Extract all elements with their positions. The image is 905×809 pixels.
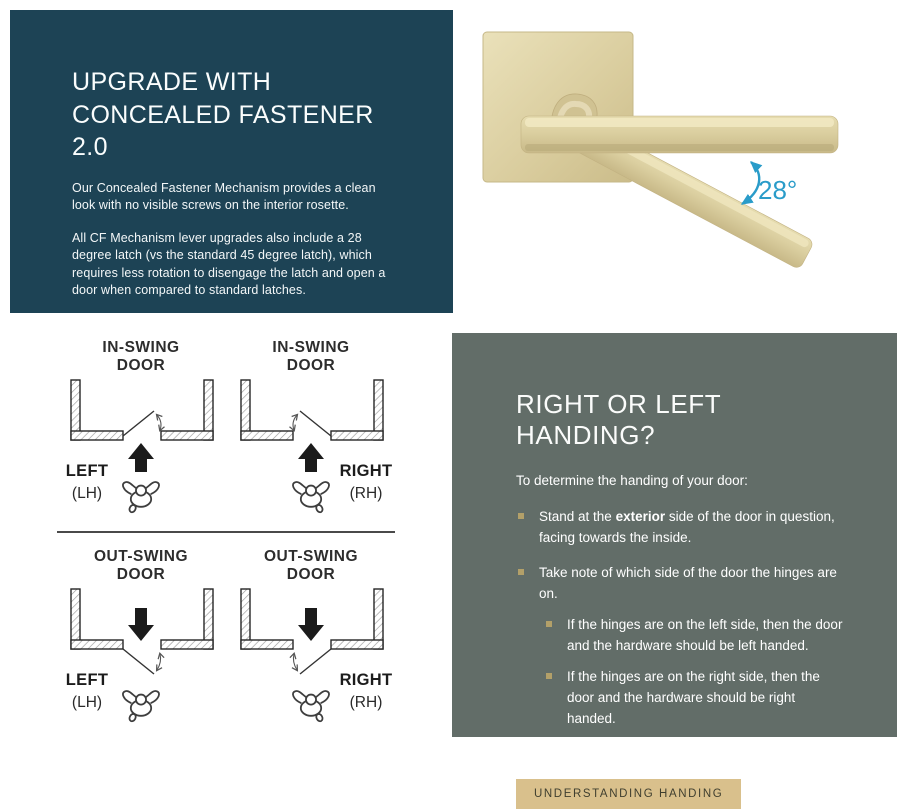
- handing-label: RIGHT: [339, 671, 393, 689]
- sub-bullet-item-right-hinges: [544, 667, 847, 730]
- door-leaf-line: [300, 411, 331, 436]
- handing-label: LEFT: [65, 462, 109, 480]
- in-swing-row: [57, 336, 397, 523]
- bullet-item-stand-exterior: [516, 507, 847, 549]
- door-leaf-line: [300, 649, 331, 674]
- understanding-handing-button[interactable]: UNDERSTANDING HANDING: [516, 779, 741, 809]
- upgrade-title: UPGRADE WITH CONCEALED FASTENER 2.0: [72, 68, 374, 161]
- approach-arrow-up-icon: [128, 443, 154, 472]
- bullet-text-post: side of the door in question, facing towards the inside.: [539, 509, 835, 546]
- door-diagram-in-swing-right: [227, 336, 397, 518]
- diagram-divider: [57, 531, 395, 533]
- bullet-item-hinge-side: [516, 563, 847, 605]
- bullet-text: [539, 507, 839, 549]
- handing-panel: [452, 333, 897, 800]
- door-leaf-line: [123, 649, 154, 674]
- door-title-line1: OUT-SWING: [263, 548, 359, 565]
- handing-code: (LH): [71, 694, 103, 711]
- person-icon: [293, 691, 329, 722]
- lever-horizontal: [521, 116, 838, 153]
- upgrade-paragraph-2: All CF Mechanism lever upgrades also include a 28 degree latch (vs the standard 45 degree latch), which requires less rotation to disengage the latch and open a door when compared to standard latches.: [72, 231, 386, 297]
- door-title-line2: DOOR: [286, 357, 336, 374]
- bullet-text: Take note of which side of the door the hinges are on.: [539, 565, 837, 602]
- sub-bullet-text: If the hinges are on the right side, then the door and the hardware should be right handed.: [567, 668, 820, 726]
- person-icon: [123, 691, 159, 722]
- door-cell-out-swing-right: [227, 545, 397, 732]
- door-cell-out-swing-left: [57, 545, 227, 732]
- handing-code: (RH): [349, 694, 383, 711]
- handing-code: (LH): [71, 485, 103, 502]
- door-title-line1: IN-SWING: [102, 339, 180, 356]
- sub-bullet-item-left-hinges: [544, 615, 847, 657]
- approach-arrow-down-icon: [298, 608, 324, 641]
- upgrade-panel: [10, 10, 453, 313]
- swing-direction-arrow-icon: [157, 415, 161, 430]
- door-title-line1: OUT-SWING: [93, 548, 189, 565]
- door-leaf-line: [123, 411, 154, 436]
- person-icon: [293, 482, 329, 513]
- door-diagram-out-swing-left: [57, 545, 227, 727]
- bullet-text-bold: exterior: [615, 509, 666, 525]
- angle-label: 28°: [758, 175, 798, 205]
- door-cell-in-swing-left: [57, 336, 227, 523]
- handing-intro: To determine the handing of your door:: [516, 473, 748, 488]
- upgrade-paragraph-1: Our Concealed Fastener Mechanism provides a clean look with no visible screws on the interior rosette.: [72, 180, 376, 212]
- handing-diagram: [0, 320, 452, 747]
- wall-structure: [241, 380, 383, 440]
- person-icon: [123, 482, 159, 513]
- door-diagram-in-swing-left: [57, 336, 227, 518]
- lever-photo: [455, 0, 905, 320]
- handing-label: LEFT: [65, 671, 109, 689]
- swing-direction-arrow-icon: [157, 654, 161, 670]
- bullet-square-icon: [546, 621, 552, 627]
- handing-code: (RH): [349, 485, 383, 502]
- door-diagram-out-swing-right: [227, 545, 397, 727]
- door-title-line2: DOOR: [286, 566, 336, 583]
- approach-arrow-down-icon: [128, 608, 154, 641]
- bullet-square-icon: [546, 673, 552, 679]
- handing-title: RIGHT OR LEFT HANDING?: [516, 389, 721, 450]
- handing-label: RIGHT: [339, 462, 393, 480]
- swing-direction-arrow-icon: [293, 415, 297, 430]
- learn-more-text: Learn more about handing here:: [516, 747, 709, 763]
- sub-bullet-text: If the hinges are on the left side, then the door and the hardware should be left handed.: [567, 616, 843, 653]
- door-cell-in-swing-right: [227, 336, 397, 523]
- door-title-line2: DOOR: [116, 566, 166, 583]
- swing-direction-arrow-icon: [293, 654, 297, 670]
- bullet-square-icon: [518, 569, 524, 575]
- wall-structure: [71, 380, 213, 440]
- out-swing-row: [57, 545, 397, 732]
- lever-illustration: [455, 0, 905, 320]
- angle-arrow-icon: [742, 162, 759, 204]
- approach-arrow-up-icon: [298, 443, 324, 472]
- bullet-text-pre: Stand at the: [539, 509, 616, 525]
- door-title-line1: IN-SWING: [272, 339, 350, 356]
- bullet-square-icon: [518, 513, 524, 519]
- door-title-line2: DOOR: [116, 357, 166, 374]
